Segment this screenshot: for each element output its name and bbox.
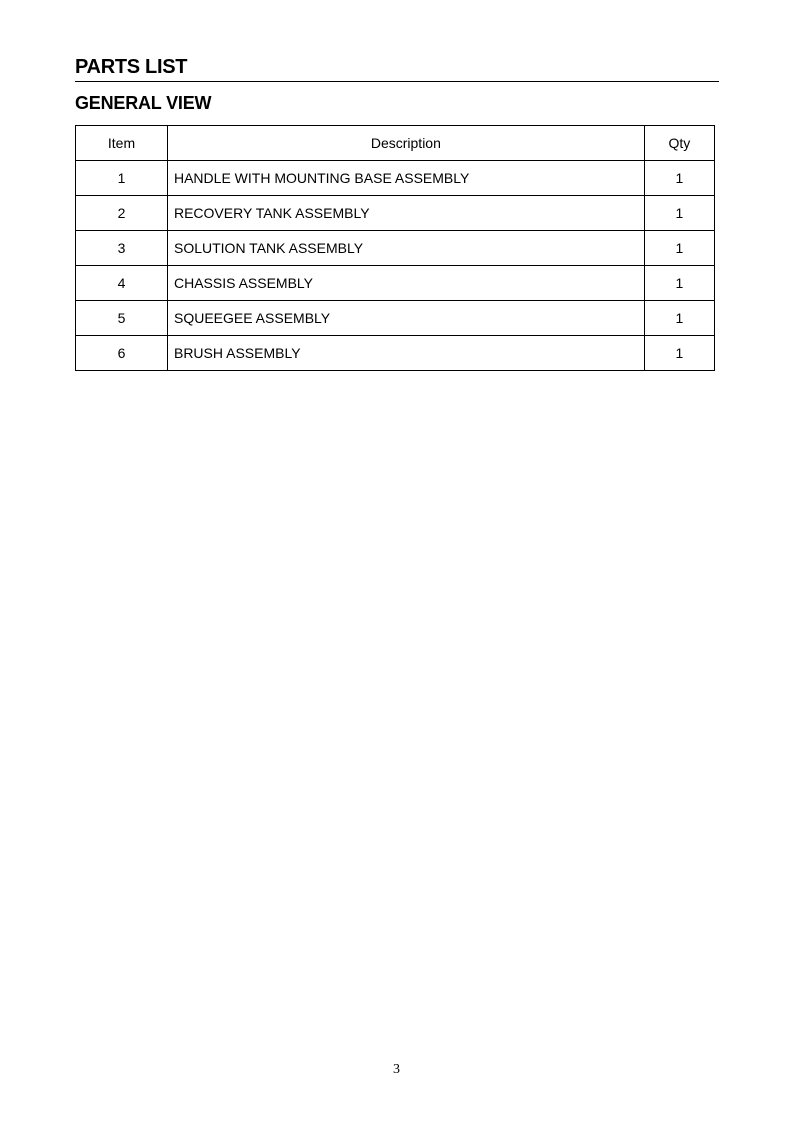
section-title: GENERAL VIEW xyxy=(75,93,212,113)
table-row xyxy=(76,301,715,336)
parts-table xyxy=(75,125,715,371)
cell-qty: 1 xyxy=(644,336,714,371)
cell-description: BRUSH ASSEMBLY xyxy=(167,336,644,371)
cell-qty: 1 xyxy=(644,231,714,266)
table-row xyxy=(76,266,715,301)
page-title: PARTS LIST xyxy=(75,56,188,78)
cell-item: 2 xyxy=(76,196,168,231)
cell-qty: 1 xyxy=(644,266,714,301)
cell-description: SQUEEGEE ASSEMBLY xyxy=(167,301,644,336)
cell-item: 5 xyxy=(76,301,168,336)
cell-item: 4 xyxy=(76,266,168,301)
header-item: Item xyxy=(76,126,168,161)
table-row xyxy=(76,196,715,231)
header-description: Description xyxy=(167,126,644,161)
cell-description: HANDLE WITH MOUNTING BASE ASSEMBLY xyxy=(167,161,644,196)
cell-item: 3 xyxy=(76,231,168,266)
cell-description: SOLUTION TANK ASSEMBLY xyxy=(167,231,644,266)
table-row xyxy=(76,161,715,196)
cell-qty: 1 xyxy=(644,161,714,196)
header-qty: Qty xyxy=(644,126,714,161)
cell-description: CHASSIS ASSEMBLY xyxy=(167,266,644,301)
cell-item: 1 xyxy=(76,161,168,196)
cell-qty: 1 xyxy=(644,196,714,231)
title-divider xyxy=(75,81,719,82)
cell-description: RECOVERY TANK ASSEMBLY xyxy=(167,196,644,231)
table-row xyxy=(76,336,715,371)
table-header-row xyxy=(76,126,715,161)
cell-qty: 1 xyxy=(644,301,714,336)
table-row xyxy=(76,231,715,266)
cell-item: 6 xyxy=(76,336,168,371)
page-number: 3 xyxy=(393,1062,400,1077)
